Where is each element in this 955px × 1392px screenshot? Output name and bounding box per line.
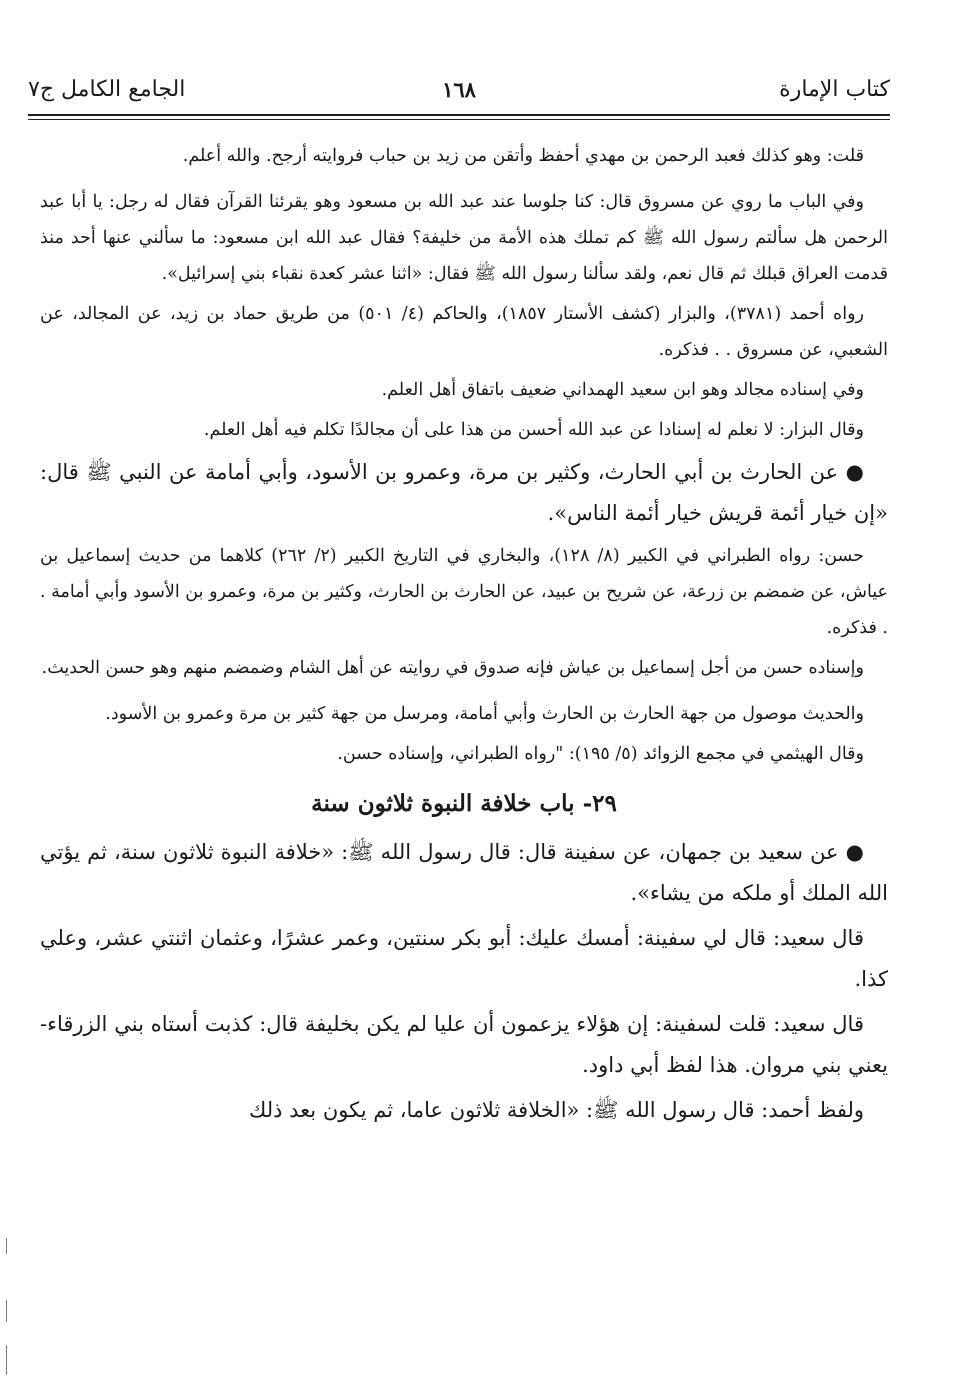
hadith-text: قال سعيد: قال لي سفينة: أمسك عليك: أبو بكر سنتين، وعمر عشرًا، وعثمان اثنتي عشر، وعلي كذا. xyxy=(40,926,888,991)
running-header xyxy=(28,68,890,110)
volume-title: الجامع الكامل ج٧ xyxy=(28,76,186,102)
commentary-paragraph: وفي الباب ما روي عن مسروق قال: كنا جلوسا عند عبد الله بن مسعود وهو يقرئنا القرآن فقال له رجل: يا أبا عبد الرحمن هل سألتم رسول الله ﷺ كم تملك هذه الأمة من خليفة؟ فقال عبد الله ابن مسعود: ما سألني عنها أحد منذ قدمت العراق قبلك ثم قال نعم، ولقد سألنا رسول الله ﷺ فقال: «اثنا عشر كعدة نقباء بني إسرائيل». xyxy=(40,192,888,284)
book-title: كتاب الإمارة xyxy=(779,76,890,102)
scan-edge-mark xyxy=(6,1238,7,1254)
page-number: ١٦٨ xyxy=(442,76,476,102)
commentary-paragraph: رواه أحمد (٣٧٨١)، والبزار (كشف الأستار ١٨٥٧)، والحاكم (٤/ ٥٠١) من طريق حماد بن زيد، عن المجالد، عن الشعبي، عن مسروق . . فذكره. xyxy=(40,304,888,360)
scan-edge-mark xyxy=(6,1300,7,1322)
header-rule xyxy=(28,114,890,116)
header-rule-thin xyxy=(28,119,890,120)
page-body xyxy=(40,138,888,1131)
scan-edge-mark xyxy=(6,1345,7,1375)
commentary-paragraph: وقال الهيثمي في مجمع الزوائد (٥/ ١٩٥): "رواه الطبراني، وإسناده حسن. xyxy=(337,744,864,764)
hadith-text: ● عن الحارث بن أبي الحارث، وكثير بن مرة، وعمرو بن الأسود، وأبي أمامة عن النبي ﷺ قال: «إن خيار أئمة قريش خيار أئمة الناس». xyxy=(40,460,888,525)
commentary-paragraph: قلت: وهو كذلك فعبد الرحمن بن مهدي أحفظ وأتقن من زيد بن حباب فروايته أرجح. والله أعلم. xyxy=(182,146,864,166)
commentary-paragraph: والحديث موصول من جهة الحارث بن الحارث وأبي أمامة، ومرسل من جهة كثير بن مرة وعمرو بن الأسود. xyxy=(105,704,864,724)
hadith-text: ● عن سعيد بن جمهان، عن سفينة قال: قال رسول الله ﷺ: «خلافة النبوة ثلاثون سنة، ثم يؤتي الله الملك أو ملكه من يشاء». xyxy=(40,840,888,905)
hadith-text: قال سعيد: قلت لسفينة: إن هؤلاء يزعمون أن عليا لم يكن بخليفة قال: كذبت أستاه بني الزرقاء- يعني بني مروان. هذا لفظ أبي داود. xyxy=(40,1012,888,1077)
commentary-paragraph: وقال البزار: لا نعلم له إسنادا عن عبد الله أحسن من هذا على أن مجالدًا تكلم فيه أهل العلم. xyxy=(203,420,864,440)
hadith-text: ولفظ أحمد: قال رسول الله ﷺ: «الخلافة ثلاثون عاما، ثم يكون بعد ذلك xyxy=(249,1098,864,1122)
commentary-paragraph: حسن: رواه الطبراني في الكبير (٨/ ١٢٨)، والبخاري في التاريخ الكبير (٢/ ٢٦٢) كلاهما من حديث إسماعيل بن عياش، عن ضمضم بن زرعة، عن شريح بن عبيد، عن الحارث بن الحارث، وكثير بن مرة، وعمرو بن الأسود وأبي أمامة . . فذكره. xyxy=(40,546,888,638)
chapter-heading: ٢٩- باب خلافة النبوة ثلاثون سنة xyxy=(311,790,617,817)
commentary-paragraph: وإسناده حسن من أجل إسماعيل بن عياش فإنه صدوق في روايته عن أهل الشام وضمضم منهم وهو حسن الحديث. xyxy=(41,658,864,678)
commentary-paragraph: وفي إسناده مجالد وهو ابن سعيد الهمداني ضعيف باتفاق أهل العلم. xyxy=(381,380,864,400)
